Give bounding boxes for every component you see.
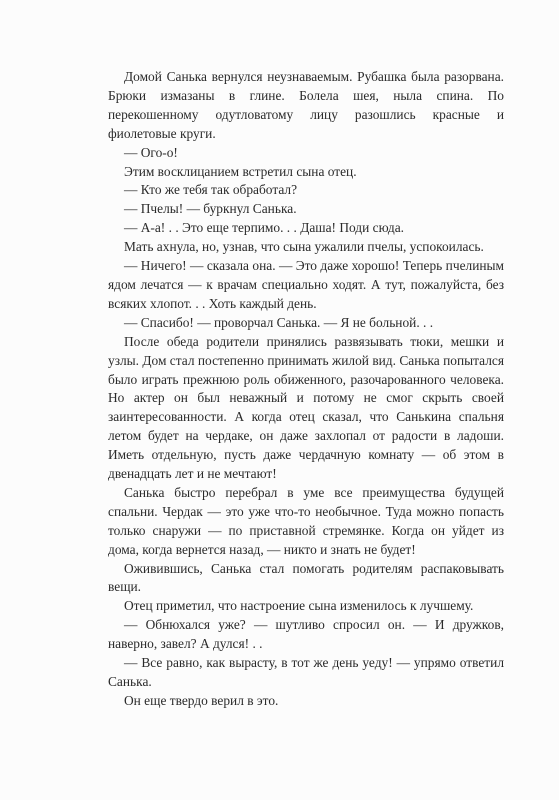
paragraph-10: После обеда родители принялись развязывать тюки, мешки и узлы. Дом стал постепенно принимать жилой вид. Санька попытался было играть прежнюю роль обиженного, разочарованного человека. Но актер он был неважный и потому не смог скрыть своей заинтересованности. А когда отец сказал, что Санькина спальня летом будет на чердаке, он даже захлопал от радости в ладоши. Иметь отдельную, пусть даже чердачную комнату — об этом в двенадцать лет и не мечтают! [108,333,504,482]
paragraph-3: Этим восклицанием встретил сына отец. [124,163,357,179]
paragraph-13: Отец приметил, что настроение сына изменилось к лучшему. [124,598,474,614]
paragraph-7: Мать ахнула, но, узнав, что сына ужалили пчелы, успокоилась. [124,239,484,255]
paragraph-11: Санька быстро перебрал в уме все преимущества будущей спальни. Чердак — это уже что-то необычное. Туда можно попасть только снаружи — по приставной стремянке. Когда он уйдет из дома, когда вернется назад, — никто и знать не будет! [108,484,504,557]
paragraph-2: — Ого-о! [124,144,178,160]
paragraph-5: — Пчелы! — буркнул Санька. [124,201,297,217]
paragraph-9: — Спасибо! — проворчал Санька. — Я не больной. . . [124,314,434,330]
paragraph-16: Он еще твердо верил в это. [124,692,279,708]
page-text [108,68,504,711]
paragraph-4: — Кто же тебя так обработал? [124,182,298,198]
paragraph-1: Домой Санька вернулся неузнаваемым. Рубашка была разорвана. Брюки измазаны в глине. Болела шея, ныла спина. По перекошенному одутловатому лицу разошлись красные и фиолетовые круги. [108,69,504,141]
paragraph-12: Оживившись, Санька стал помогать родителям распаковывать вещи. [108,560,504,595]
paragraph-14: — Обнюхался уже? — шутливо спросил он. — И дружков, наверно, завел? А дулся! . . [108,617,504,652]
paragraph-15: — Все равно, как вырасту, в тот же день уеду! — упрямо ответил Санька. [108,655,504,689]
paragraph-8: — Ничего! — сказала она. — Это даже хорошо! Теперь пчелиным ядом лечатся — к врачам специально ходят. А тут, пожалуйста, без всяких хлопот. . . Хоть каждый день. [108,258,504,311]
paragraph-6: — А-а! . . Это еще терпимо. . . Даша! Поди сюда. [124,220,405,236]
